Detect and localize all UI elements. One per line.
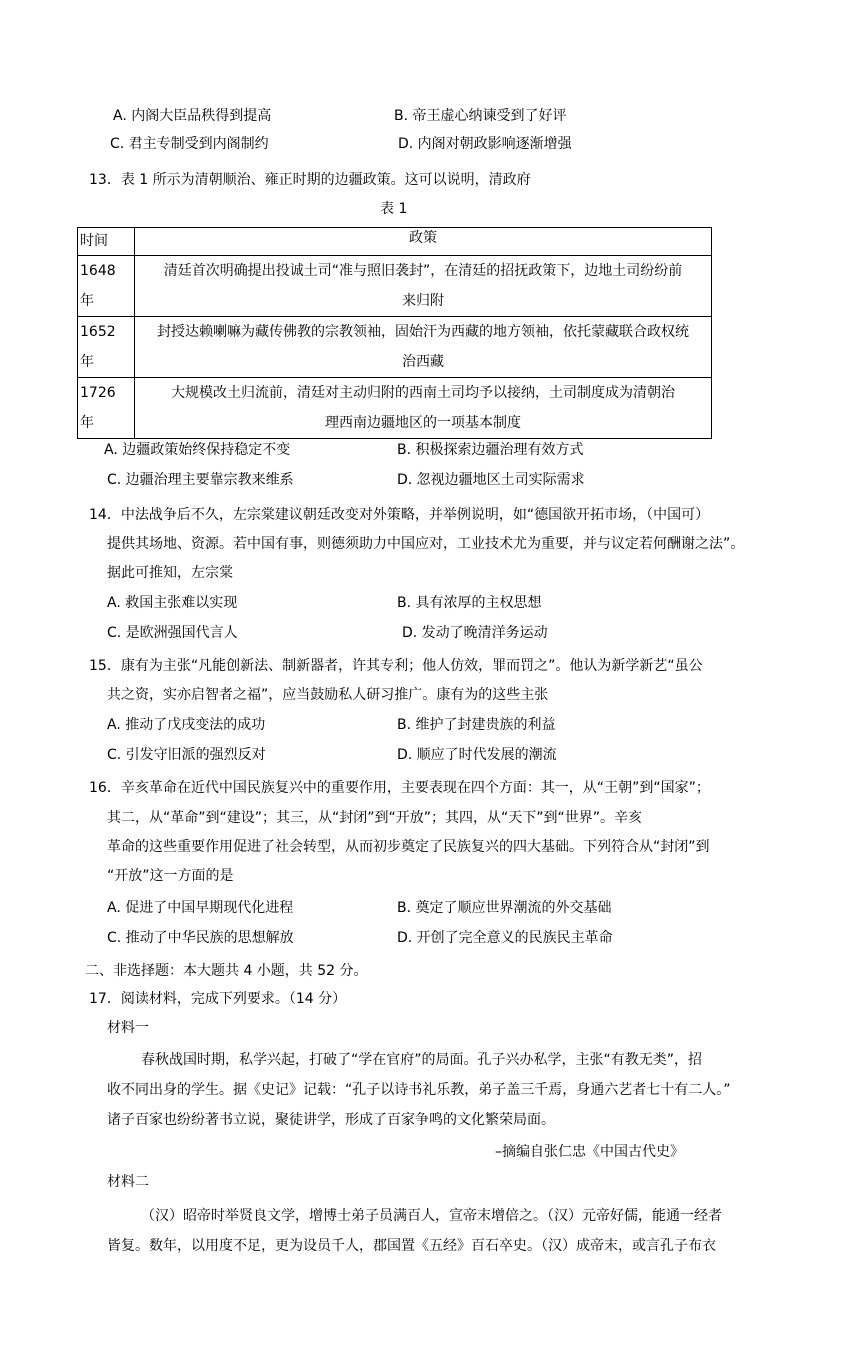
table-row xyxy=(78,256,712,317)
q12-option-d: D. 内阁对朝政影响逐渐增强 xyxy=(398,136,572,152)
material-line: 收不同出身的学生。据《史记》记载：“孔子以诗书礼乐教，弟子盖三千焉，身通六艺者七十有二人。” xyxy=(107,1082,731,1098)
q13-option-d: D. 忽视边疆地区土司实际需求 xyxy=(397,472,585,488)
q14-option-a: A. 救国主张难以实现 xyxy=(107,595,238,611)
material-line: 诸子百家也纷纷著书立说，聚徒讲学，形成了百家争鸣的文化繁荣局面。 xyxy=(107,1112,555,1128)
table-caption: 表 1 xyxy=(380,201,408,217)
policy-line: 治西藏 xyxy=(402,354,444,370)
q14-option-b: B. 具有浓厚的主权思想 xyxy=(397,595,542,611)
q17-title: 17．阅读材料，完成下列要求。（14 分） xyxy=(89,991,347,1007)
table-cell-policy xyxy=(135,378,712,439)
q15-option-a: A. 推动了戊戌变法的成功 xyxy=(107,717,266,733)
policy-line: 封授达赖喇嘛为藏传佛教的宗教领袖，固始汗为西藏的地方领袖，依托蒙藏联合政权统 xyxy=(157,324,689,340)
q16-option-c: C. 推动了中华民族的思想解放 xyxy=(107,930,294,946)
material-line: 皆复。数年，以用度不足，更为设员千人，郡国置《五经》百石卒史。（汉）成帝末，或言孔子布衣 xyxy=(107,1238,716,1254)
table-cell-policy xyxy=(135,256,712,317)
q13-option-a: A. 边疆政策始终保持稳定不变 xyxy=(104,442,291,458)
policy-line: 清廷首次明确提出投诚土司“准与照旧袭封”，在清廷的招抚政策下，边地土司纷纷前 xyxy=(163,263,683,279)
table-cell-year: 1726 年 xyxy=(78,378,135,439)
q15-option-b: B. 维护了封建贵族的利益 xyxy=(397,717,556,733)
table-header-policy: 政策 xyxy=(135,228,712,256)
material-label: 材料二 xyxy=(107,1174,149,1190)
q16-option-d: D. 开创了完全意义的民族民主革命 xyxy=(397,930,613,946)
q12-option-c: C. 君主专制受到内阁制约 xyxy=(110,136,269,152)
q16-line: “开放”这一方面的是 xyxy=(107,868,234,884)
q12-option-a: A. 内阁大臣品秩得到提高 xyxy=(113,108,272,124)
q14-option-c: C. 是欧洲强国代言人 xyxy=(107,625,238,641)
q12-option-b: B. 帝王虚心纳谏受到了好评 xyxy=(394,108,567,124)
q15-option-c: C. 引发守旧派的强烈反对 xyxy=(107,747,266,763)
q16-line: 其二，从“革命”到“建设”；其三，从“封闭”到“开放”；其四，从“天下”到“世界”。辛亥 xyxy=(107,810,643,826)
q14-line: 据此可推知，左宗棠 xyxy=(107,565,233,581)
q16-line: 革命的这些重要作用促进了社会转型，从而初步奠定了民族复兴的四大基础。下列符合从“封闭”到 xyxy=(107,839,710,855)
material-line: （汉）昭帝时举贤良文学，增博士弟子员满百人，宣帝末增倍之。（汉）元帝好儒，能通一经者 xyxy=(141,1208,722,1224)
table-cell-policy xyxy=(135,317,712,378)
q13-option-c: C. 边疆治理主要靠宗教来维系 xyxy=(107,472,294,488)
table-header-time: 时间 xyxy=(78,228,135,256)
q14-line: 提供其场地、资源。若中国有事，则德须助力中国应对，工业技术尤为重要，并与议定若何酬谢之法”。 xyxy=(107,536,745,552)
table-cell-year: 1648 年 xyxy=(78,256,135,317)
q15-option-d: D. 顺应了时代发展的潮流 xyxy=(397,747,557,763)
table-row xyxy=(78,378,712,439)
material-line: 春秋战国时期，私学兴起，打破了“学在官府”的局面。孔子兴办私学，主张“有教无类”，招 xyxy=(141,1052,703,1068)
policy-table xyxy=(77,227,712,439)
table-header-row xyxy=(78,228,712,256)
q14-option-d: D. 发动了晚清洋务运动 xyxy=(402,625,548,641)
q15-line: 共之资，实亦启智者之福”，应当鼓励私人研习推广。康有为的这些主张 xyxy=(107,687,549,703)
q16-line: 16．辛亥革命在近代中国民族复兴中的重要作用，主要表现在四个方面：其一，从“王朝”到“国家”； xyxy=(89,780,710,796)
policy-line: 大规模改土归流前，清廷对主动归附的西南土司均予以接纳，土司制度成为清朝治 xyxy=(171,385,675,401)
q16-option-a: A. 促进了中国早期现代化进程 xyxy=(107,900,294,916)
policy-line: 来归附 xyxy=(402,293,444,309)
table-cell-year: 1652 年 xyxy=(78,317,135,378)
section-heading: 二、非选择题：本大题共 4 小题，共 52 分。 xyxy=(85,963,368,979)
q13-option-b: B. 积极探索边疆治理有效方式 xyxy=(397,442,584,458)
material-label: 材料一 xyxy=(107,1020,149,1036)
q14-line: 14．中法战争后不久，左宗棠建议朝廷改变对外策略，并举例说明，如“德国欲开拓市场，（中国可） xyxy=(89,507,710,523)
policy-line: 理西南边疆地区的一项基本制度 xyxy=(325,415,521,431)
q16-option-b: B. 奠定了顺应世界潮流的外交基础 xyxy=(397,900,612,916)
q13-stem: 13．表 1 所示为清朝顺治、雍正时期的边疆政策。这可以说明，清政府 xyxy=(89,172,531,188)
material-source: –摘编自张仁忠《中国古代史》 xyxy=(495,1144,684,1160)
q15-line: 15．康有为主张“凡能创新法、制新器者，许其专利；他人仿效，罪而罚之”。他认为新学新艺“虽公 xyxy=(89,658,703,674)
table-row xyxy=(78,317,712,378)
